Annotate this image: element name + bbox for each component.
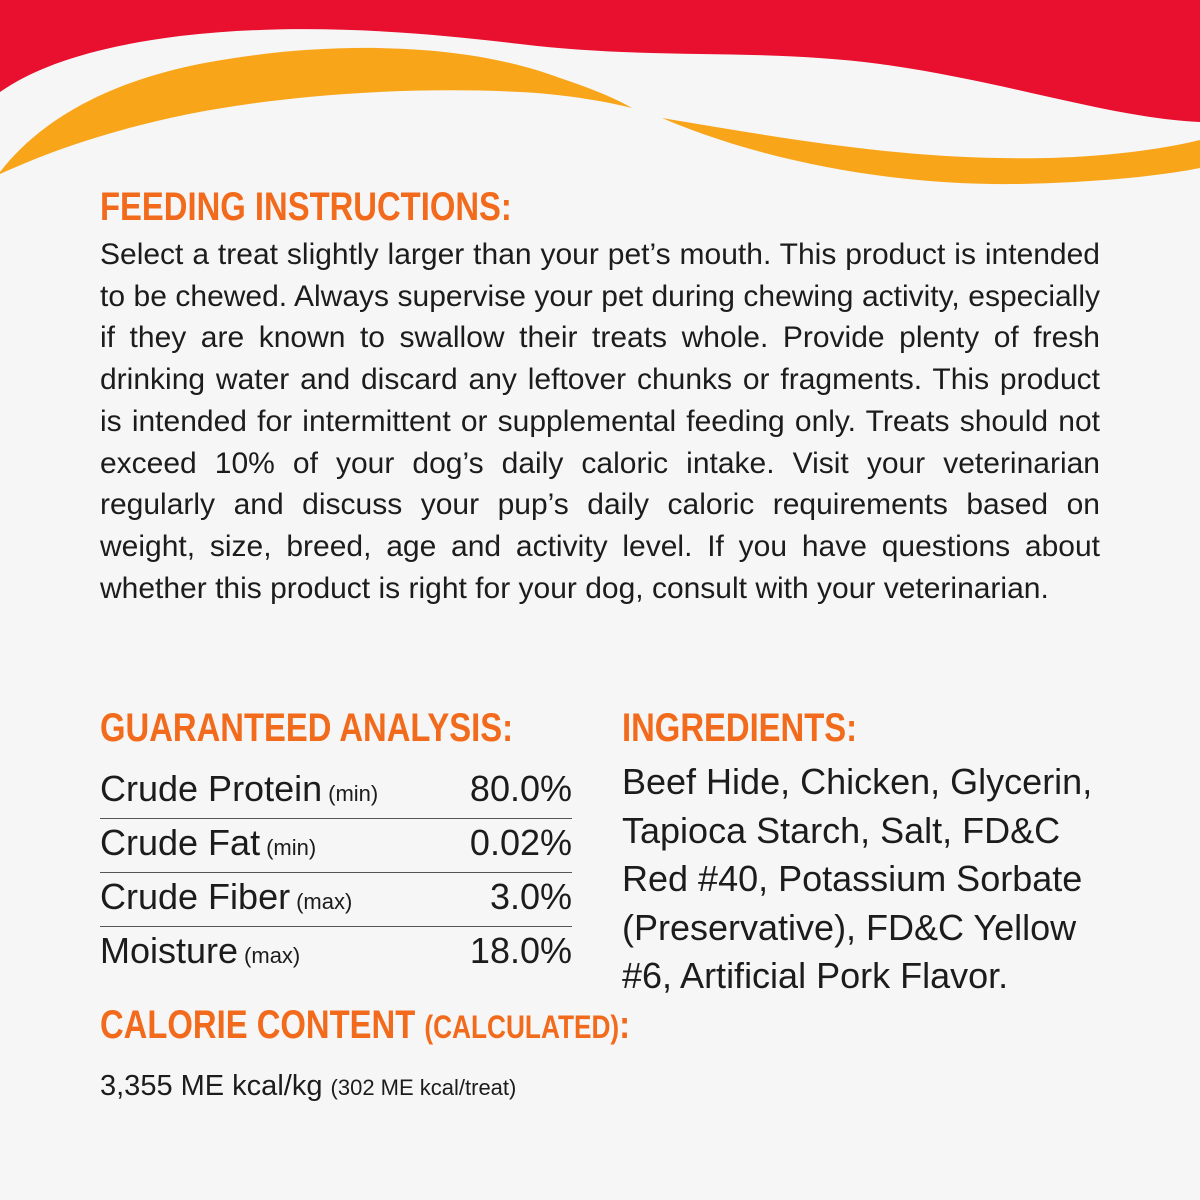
analysis-nutrient: Crude Protein xyxy=(100,768,323,809)
ingredients-heading: INGREDIENTS: xyxy=(622,706,858,750)
feeding-instructions-text: Select a treat slightly larger than your pet’s mouth. This product is intended to be chewed. Always supervise your pet during chewing activity, especially if they are known to swallow their treats whole. Provide plenty of fresh drinking water and discard any leftover chunks or fragments. This product is intended for intermittent or supplemental feeding only. Treats should not exceed 10% of your dog’s daily caloric intake. Visit your veterinarian regularly and discuss your pup’s daily caloric requirements based on weight, size, breed, age and activity level. If you have questions about whether this product is right for your dog, consult with your veterinarian. xyxy=(100,238,1100,605)
calorie-heading-main: CALORIE CONTENT xyxy=(100,1003,416,1047)
analysis-name-cell xyxy=(100,766,378,817)
decorative-waves xyxy=(0,0,1200,200)
analysis-value: 3.0% xyxy=(489,876,572,917)
calorie-heading-colon: : xyxy=(619,1003,631,1047)
orange-wave-left xyxy=(0,48,632,174)
orange-wave-right xyxy=(662,118,1200,184)
calorie-content-heading xyxy=(100,1000,631,1052)
analysis-nutrient: Crude Fiber xyxy=(100,876,291,917)
guaranteed-analysis-section xyxy=(100,703,572,982)
guaranteed-analysis-heading: GUARANTEED ANALYSIS: xyxy=(100,706,514,750)
analysis-name-cell xyxy=(100,928,300,979)
analysis-row-crude-fat xyxy=(100,820,572,873)
analysis-qualifier: (min) xyxy=(328,781,379,806)
ingredients-text: Beef Hide, Chicken, Glycerin, Tapioca Starch, Salt, FD&C Red #40, Potassium Sorbate (Preservative), FD&C Yellow #6, Artificial Pork Flavor. xyxy=(622,761,1093,996)
calorie-detail: (302 ME kcal/treat) xyxy=(330,1075,517,1100)
analysis-value: 18.0% xyxy=(469,930,572,971)
analysis-value: 0.02% xyxy=(469,822,572,863)
calorie-content-section xyxy=(100,1000,631,1108)
analysis-nutrient: Moisture xyxy=(100,930,239,971)
analysis-nutrient: Crude Fat xyxy=(100,822,261,863)
ingredients-section xyxy=(622,703,1102,1001)
calorie-value: 3,355 ME kcal/kg xyxy=(100,1070,323,1102)
analysis-qualifier: (min) xyxy=(266,835,317,860)
analysis-qualifier: (max) xyxy=(296,889,353,914)
guaranteed-analysis-table xyxy=(100,766,572,981)
analysis-row-moisture xyxy=(100,928,572,981)
analysis-qualifier: (max) xyxy=(244,943,301,968)
analysis-row-crude-fiber xyxy=(100,874,572,927)
calorie-content-text xyxy=(100,1066,600,1108)
feeding-instructions-section xyxy=(100,182,1100,609)
analysis-name-cell xyxy=(100,874,352,925)
calorie-heading-qualifier: (CALCULATED) xyxy=(424,1009,620,1045)
analysis-name-cell xyxy=(100,820,316,871)
analysis-row-crude-protein xyxy=(100,766,572,819)
feeding-instructions-heading: FEEDING INSTRUCTIONS: xyxy=(100,185,512,229)
analysis-value: 80.0% xyxy=(469,768,572,809)
